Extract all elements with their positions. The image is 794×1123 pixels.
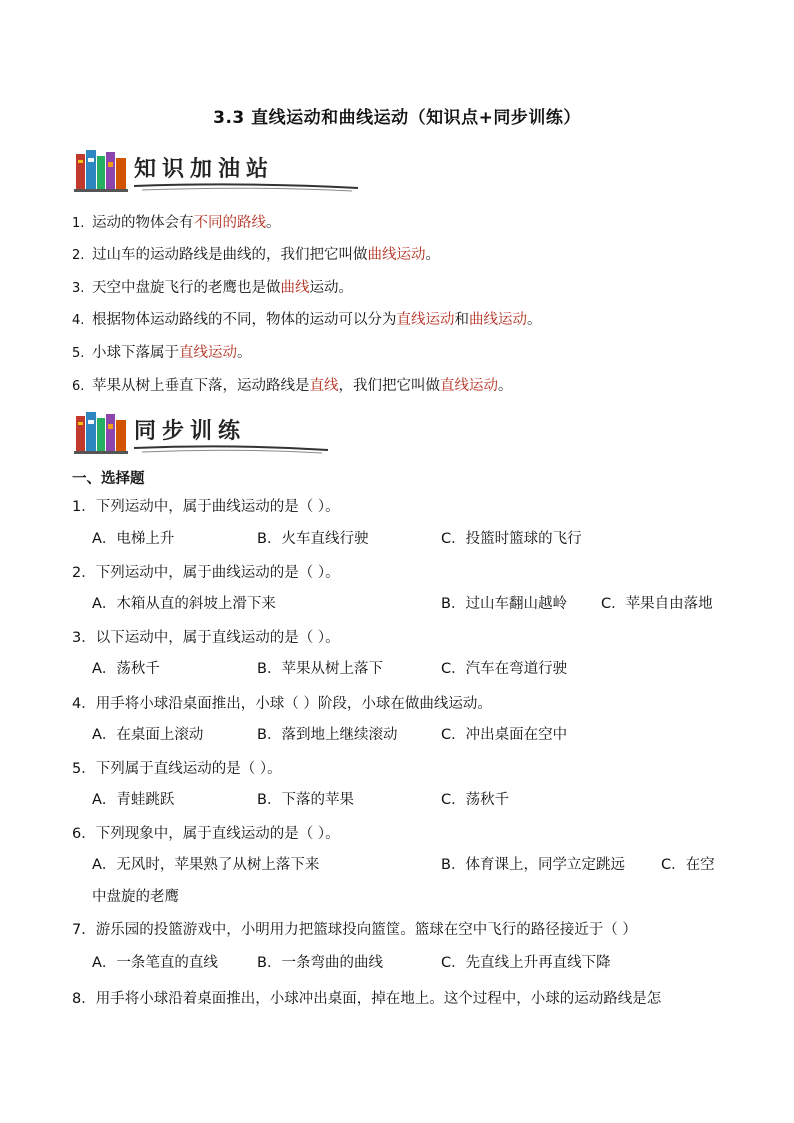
question-text: 7．游乐园的投篮游戏中，小明用力把篮球投向篮筐。篮球在空中飞行的路径接近于（ ）	[72, 922, 637, 938]
question-text: 3．以下运动中，属于直线运动的是（ ）。	[72, 630, 340, 646]
question-text: 1．下列运动中，属于曲线运动的是（ ）。	[72, 499, 340, 515]
knowledge-point	[72, 308, 542, 329]
page-title: 3.3 直线运动和曲线运动（知识点+同步训练）	[213, 108, 581, 128]
knowledge-text: 天空中盘旋飞行的老鹰也是做	[92, 280, 281, 296]
answer-option[interactable]: C．投篮时篮球的飞行	[441, 531, 582, 547]
practice-banner	[74, 410, 314, 454]
knowledge-text: 。	[266, 215, 281, 231]
answer-option[interactable]: B．下落的苹果	[257, 792, 354, 808]
knowledge-point	[72, 211, 281, 232]
answer-option[interactable]: B．苹果从树上落下	[257, 661, 383, 677]
answer-option[interactable]: A．荡秋千	[92, 661, 160, 677]
key-term: 直线运动	[440, 378, 498, 394]
books-icon	[74, 410, 128, 454]
section-heading: 一、选择题	[72, 471, 145, 487]
question-text: 5．下列属于直线运动的是（ ）。	[72, 761, 282, 777]
knowledge-banner	[74, 148, 314, 192]
question-text: 8．用手将小球沿着桌面推出，小球冲出桌面，掉在地上。这个过程中，小球的运动路线是怎	[72, 991, 662, 1007]
key-term: 曲线运动	[367, 247, 426, 263]
answer-option[interactable]: B．体育课上，同学立定跳远	[441, 857, 625, 873]
answer-option[interactable]: C．荡秋千	[441, 792, 510, 808]
knowledge-text: 运动的物体会有	[92, 215, 194, 231]
knowledge-text: 。	[237, 345, 252, 361]
answer-option[interactable]: A．一条笔直的直线	[92, 955, 218, 971]
answer-option-continued: 中盘旋的老鹰	[92, 889, 179, 905]
question-text: 6．下列现象中，属于直线运动的是（ ）。	[72, 826, 340, 842]
practice-banner-title: 同步训练	[134, 418, 247, 444]
key-term: 直线运动	[396, 312, 455, 328]
answer-option[interactable]: C．冲出桌面在空中	[441, 727, 568, 743]
knowledge-text: 。	[527, 312, 542, 328]
knowledge-point-number: 1.	[72, 216, 85, 231]
answer-option[interactable]: A．青蛙跳跃	[92, 792, 175, 808]
key-term: 直线	[309, 378, 339, 394]
answer-option[interactable]: A．电梯上升	[92, 531, 175, 547]
knowledge-point-number: 4.	[72, 313, 85, 328]
knowledge-point-number: 5.	[72, 346, 85, 361]
banner-underline	[132, 180, 362, 192]
knowledge-point	[72, 341, 252, 362]
knowledge-point-number: 6.	[72, 379, 85, 394]
knowledge-point	[72, 374, 513, 395]
knowledge-point-number: 3.	[72, 281, 85, 296]
knowledge-text: 小球下落属于	[92, 345, 179, 361]
knowledge-banner-title: 知识加油站	[134, 156, 275, 182]
key-term: 曲线运动	[469, 312, 527, 328]
answer-option[interactable]: A．在桌面上滚动	[92, 727, 204, 743]
knowledge-text: ，我们把它叫做	[338, 378, 440, 394]
key-term: 不同的路线	[193, 215, 266, 231]
answer-option[interactable]: C．汽车在弯道行驶	[441, 661, 568, 677]
knowledge-point	[72, 243, 440, 264]
answer-option[interactable]: A．木箱从直的斜坡上滑下来	[92, 596, 276, 612]
knowledge-point-number: 2.	[72, 248, 85, 263]
question-text: 2．下列运动中，属于曲线运动的是（ ）。	[72, 565, 340, 581]
answer-option[interactable]: C．先直线上升再直线下降	[441, 955, 611, 971]
knowledge-text: 过山车的运动路线是曲线的，我们把它叫做	[92, 247, 368, 263]
answer-option[interactable]: B．一条弯曲的曲线	[257, 955, 383, 971]
key-term: 曲线	[280, 280, 310, 296]
question-text: 4．用手将小球沿桌面推出，小球（ ）阶段，小球在做曲线运动。	[72, 696, 492, 712]
key-term: 直线运动	[179, 345, 237, 361]
answer-option[interactable]: C．苹果自由落地	[601, 596, 713, 612]
knowledge-text: 根据物体运动路线的不同，物体的运动可以分为	[92, 312, 397, 328]
knowledge-point	[72, 276, 353, 297]
answer-option[interactable]: B．火车直线行驶	[257, 531, 369, 547]
answer-option[interactable]: B．过山车翻山越岭	[441, 596, 567, 612]
knowledge-text: 苹果从树上垂直下落，运动路线是	[92, 378, 310, 394]
knowledge-text: 。	[425, 247, 440, 263]
knowledge-text: 运动。	[309, 280, 353, 296]
banner-underline	[132, 442, 332, 454]
books-icon	[74, 148, 128, 192]
knowledge-text: 。	[498, 378, 513, 394]
answer-option[interactable]: A．无风时，苹果熟了从树上落下来	[92, 857, 320, 873]
knowledge-text: 和	[454, 312, 469, 328]
answer-option[interactable]: B．落到地上继续滚动	[257, 727, 398, 743]
answer-option[interactable]: C．在空	[661, 857, 715, 873]
